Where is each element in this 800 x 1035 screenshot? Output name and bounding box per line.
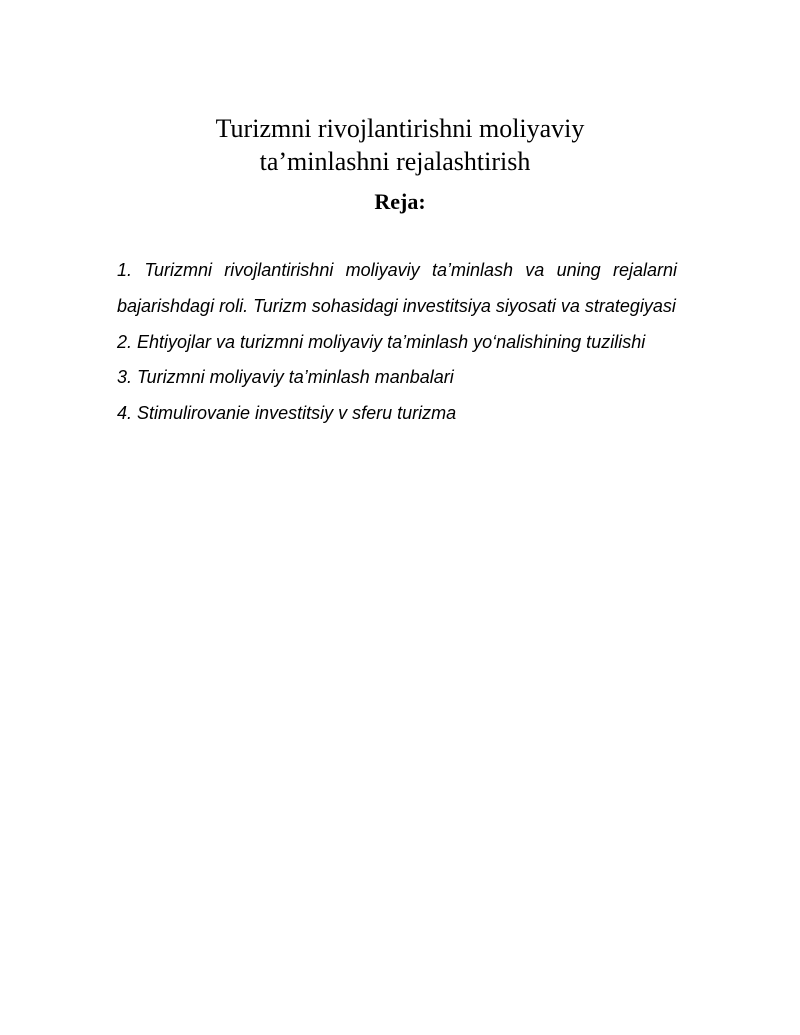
plan-list <box>117 253 677 432</box>
document-title <box>0 112 800 178</box>
plan-item-2: 2. Ehtiyojlar va turizmni moliyaviy ta’minlash yo‘nalishining tuzilishi <box>117 331 646 352</box>
plan-item-4: 4. Stimulirovanie investitsiy v sferu turizma <box>117 403 457 424</box>
title-line-1: Turizmni rivojlantirishni moliyaviy <box>215 114 585 144</box>
plan-item-1: 1. Turizmni rivojlantirishni moliyaviy ta’minlash va uning rejalarni bajarishdagi roli. Turizm sohasidagi investitsiya siyosati va strategiyasi <box>117 260 677 316</box>
title-line-2: ta’minlashni rejalashtirish <box>259 147 531 177</box>
plan-heading: Reja: <box>374 189 426 214</box>
plan-item-3: 3. Turizmni moliyaviy ta’minlash manbalari <box>117 367 454 388</box>
